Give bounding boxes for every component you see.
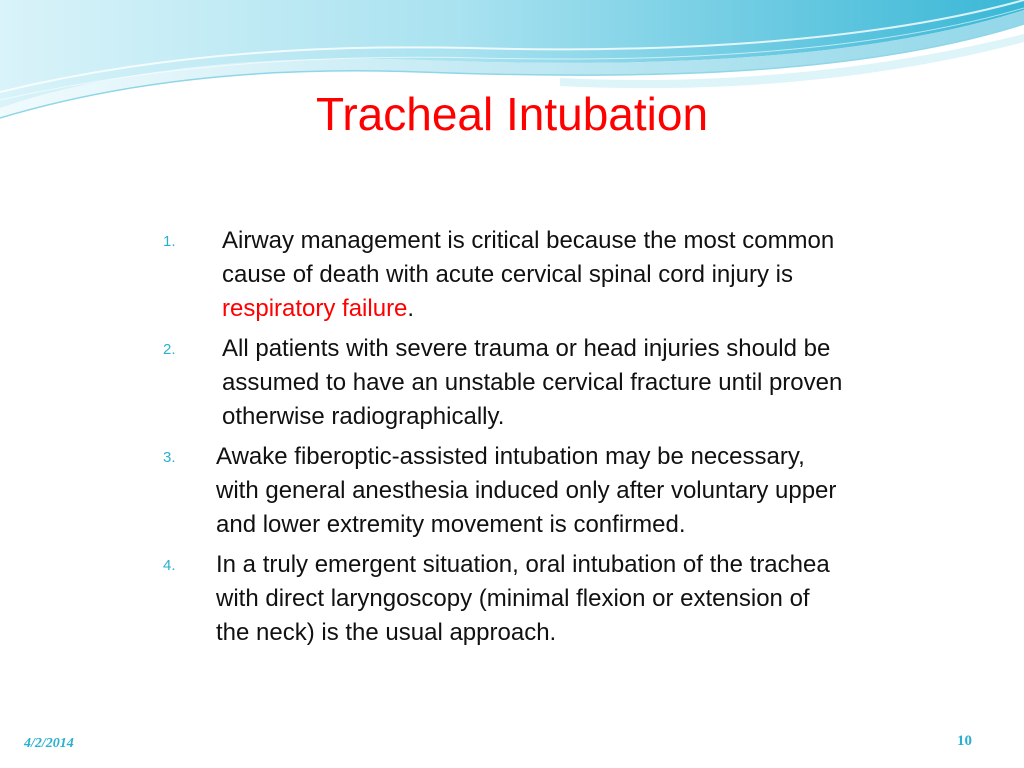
text-segment: All patients with severe trauma or head injuries should be [222, 335, 831, 362]
bullet-text-line [216, 616, 830, 650]
bullet-text-line [222, 292, 834, 326]
slide-title: Tracheal Intubation [315, 88, 709, 140]
text-segment: assumed to have an unstable cervical fracture until proven [222, 369, 843, 396]
text-segment: Airway management is critical because the most common [222, 227, 835, 254]
bullet-text-line [216, 548, 830, 582]
footer-date: 4/2/2014 [24, 736, 74, 751]
text-segment: with direct laryngoscopy (minimal flexion or extension of [216, 585, 810, 612]
bullet-text-line [216, 582, 830, 616]
bullet-text-line [222, 400, 842, 434]
bullet-number: 1. [163, 233, 176, 250]
bullet-number: 4. [163, 557, 176, 574]
text-segment: with general anesthesia induced only after voluntary upper [216, 477, 837, 504]
bullet-text-line [216, 440, 836, 474]
text-segment: Awake fiberoptic-assisted intubation may be necessary, [216, 443, 805, 470]
text-segment: In a truly emergent situation, oral intubation of the trachea [216, 551, 830, 578]
bullet-text [222, 332, 842, 434]
bullet-text-line [222, 366, 842, 400]
bullet-text-line [222, 332, 842, 366]
bullet-number: 3. [163, 449, 176, 466]
text-segment: cause of death with acute cervical spinal cord injury is [222, 261, 793, 288]
bullet-text [216, 548, 830, 650]
bullet-text-line [222, 258, 834, 292]
bullet-text-line [216, 474, 836, 508]
text-segment: otherwise radiographically. [222, 403, 505, 430]
bullet-text [216, 440, 836, 542]
text-segment: . [407, 295, 415, 322]
highlighted-text: respiratory failure [222, 295, 408, 322]
bullet-text-line [222, 224, 834, 258]
bullet-number: 2. [163, 341, 176, 358]
text-segment: the neck) is the usual approach. [216, 619, 557, 646]
page-number: 10 [957, 733, 972, 749]
text-segment: and lower extremity movement is confirmed. [216, 511, 686, 538]
bullet-text [222, 224, 834, 326]
bullet-text-line [216, 508, 836, 542]
